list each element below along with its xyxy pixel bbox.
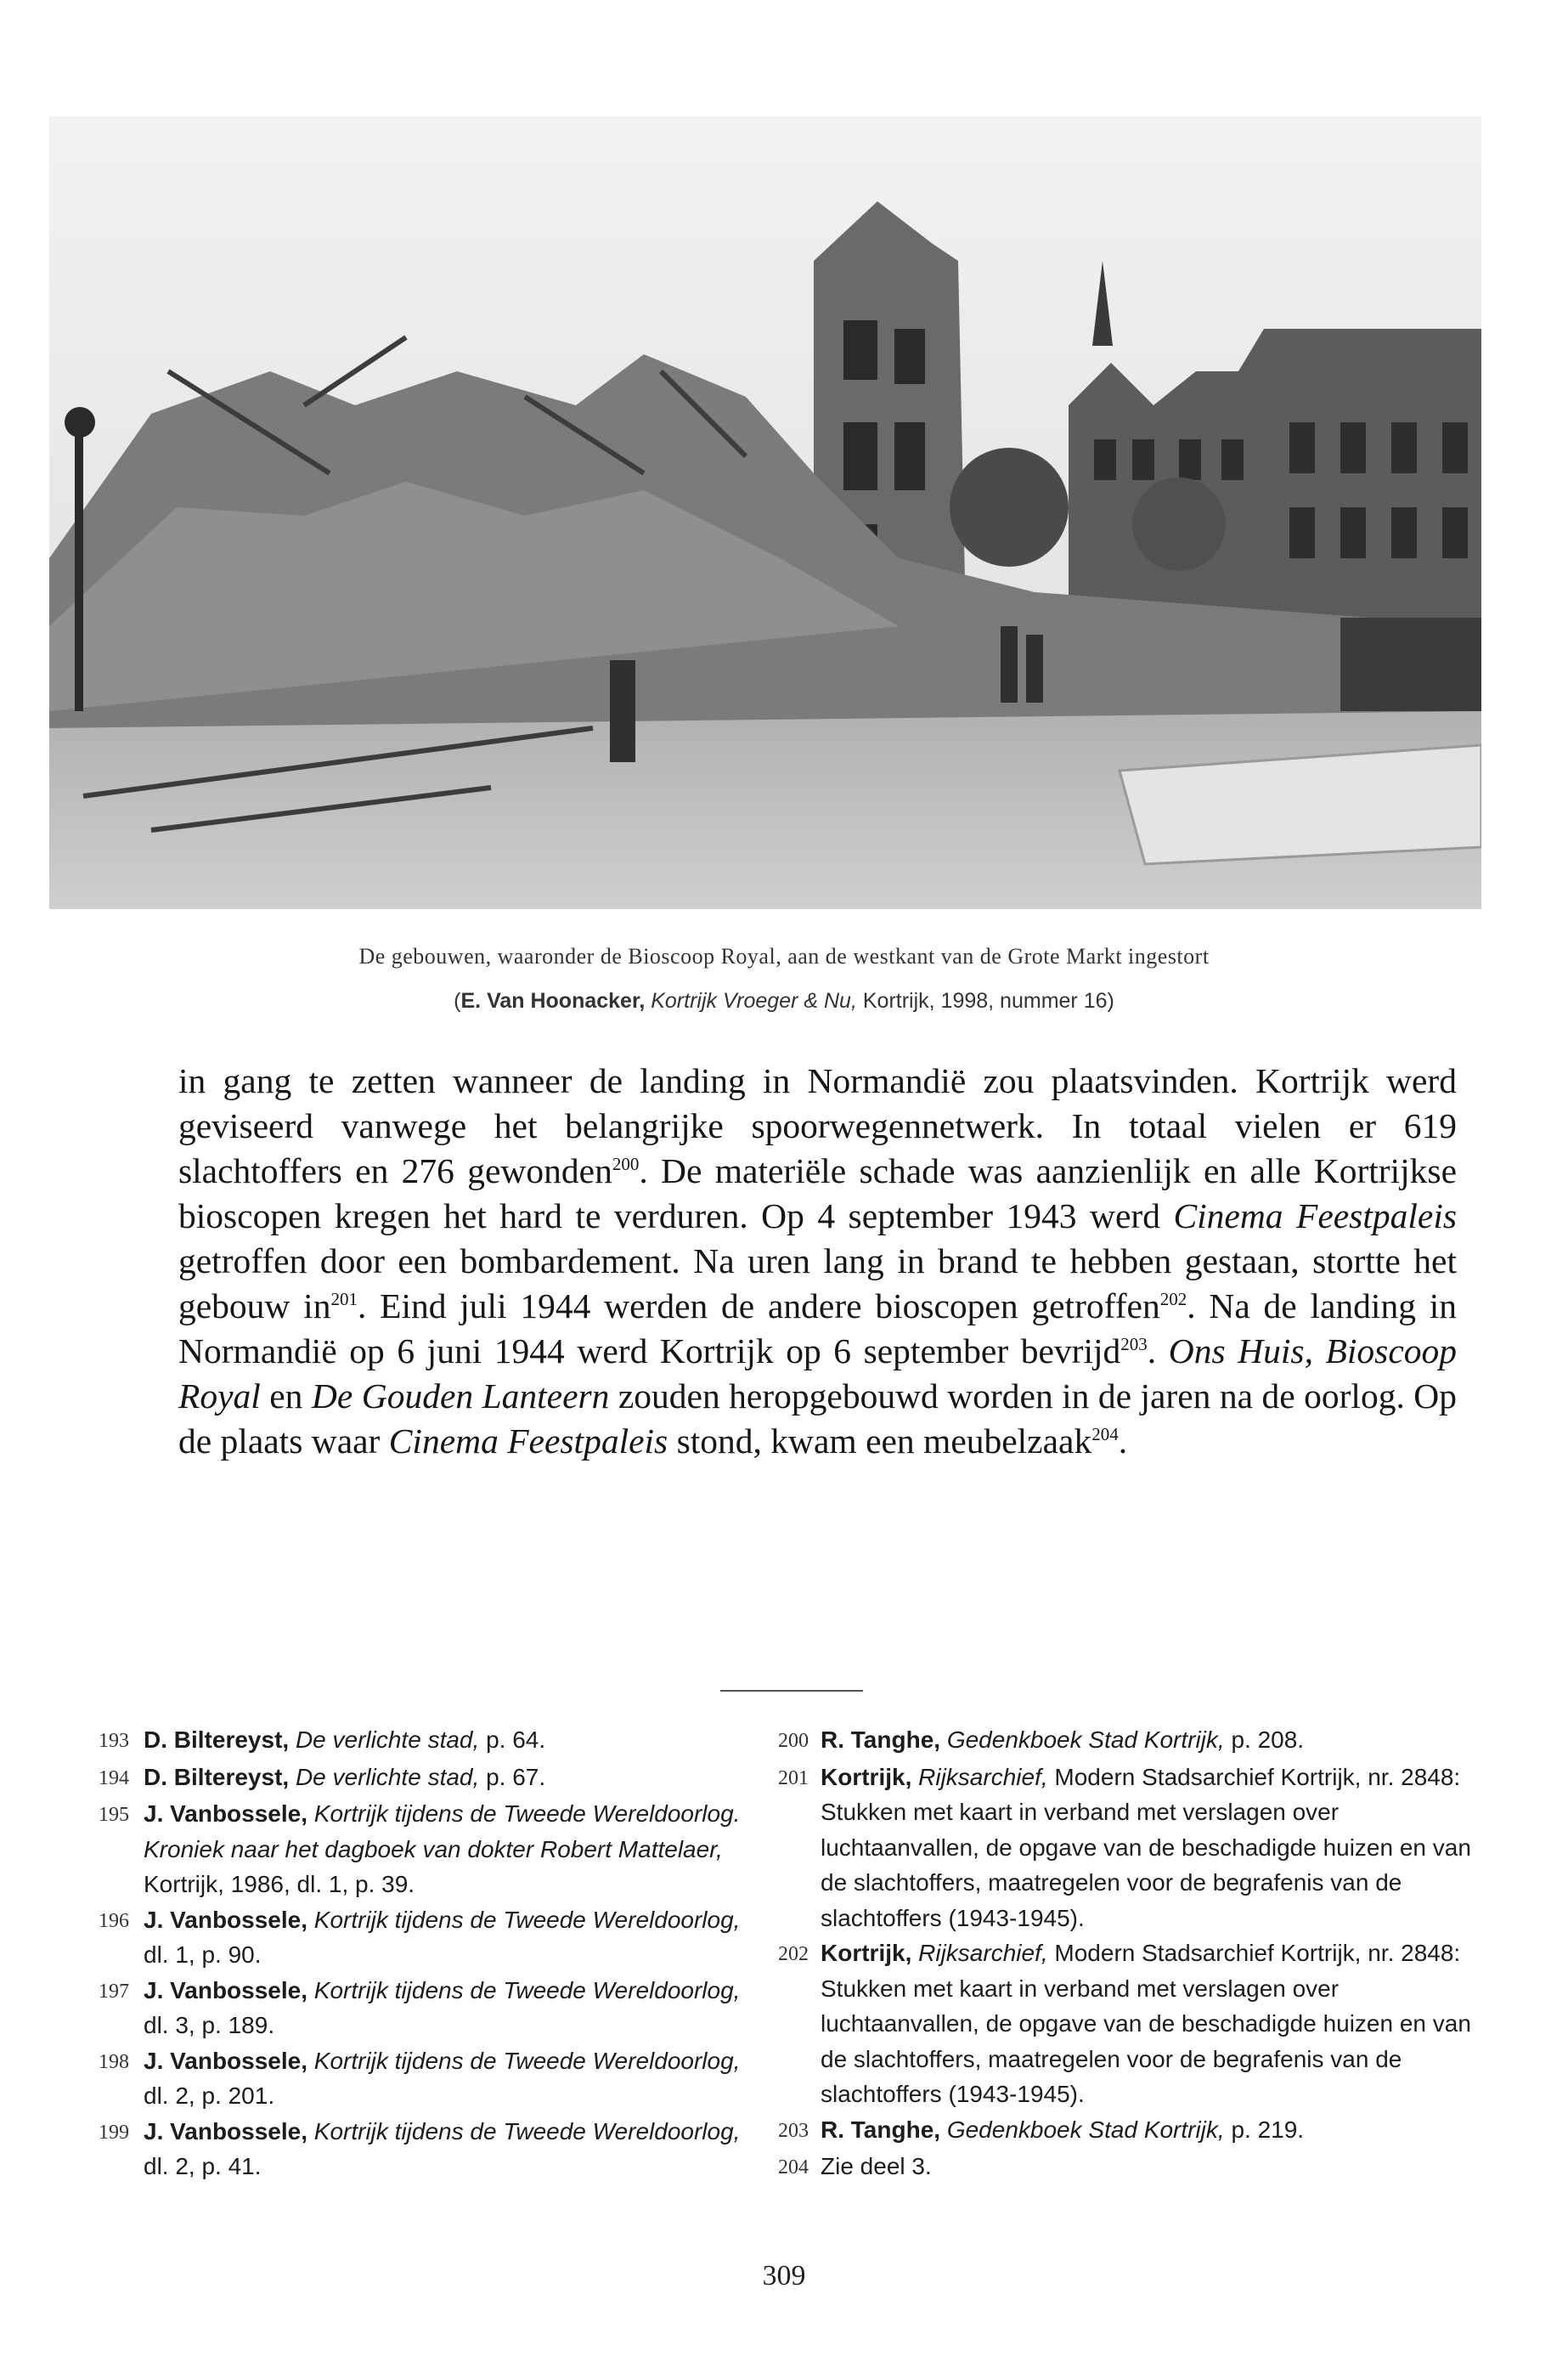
footnote-divider bbox=[720, 1690, 863, 1692]
footnote-ref-201: 201 bbox=[330, 1289, 358, 1310]
credit-title: Kortrijk Vroeger & Nu, bbox=[651, 989, 857, 1013]
photo-caption: De gebouwen, waaronder de Bioscoop Royal, aan de westkant van de Grote Markt ingestort bbox=[358, 944, 1210, 969]
footnote: 203 R. Tanghe, Gedenkboek Stad Kortrijk, p. 219. bbox=[778, 2116, 1305, 2143]
footnote-ref-200: 200 bbox=[612, 1154, 640, 1175]
footnote: 202 Kortrijk, Rijksarchief, Modern Stadsarchief Kortrijk, nr. 2848: Stukken met kaart in verband met verslagen over luchtaanvallen, de opgave van de beschadigde huizen en van de slachtoffers, maatregelen voor de begrafenis van de slachtoffers (1943-1945). bbox=[778, 1940, 1471, 2107]
footnote-ref-203: 203 bbox=[1120, 1334, 1148, 1355]
footnote: 197 J. Vanbossele, Kortrijk tijdens de Tweede Wereldoorlog, dl. 3, p. 189. bbox=[99, 1976, 741, 2038]
footnote: 196 J. Vanbossele, Kortrijk tijdens de Tweede Wereldoorlog, dl. 1, p. 90. bbox=[99, 1906, 741, 1968]
credit-rest: Kortrijk, 1998, nummer 16) bbox=[862, 989, 1114, 1013]
photo-credit: (E. Van Hoonacker, Kortrijk Vroeger & Nu, Kortrijk, 1998, nummer 16) bbox=[454, 989, 1114, 1013]
footnotes-right-column bbox=[778, 1722, 1488, 2186]
credit-author: E. Van Hoonacker, bbox=[460, 989, 646, 1013]
footnote: 201 Kortrijk, Rijksarchief, Modern Stadsarchief Kortrijk, nr. 2848: Stukken met kaart in verband met verslagen over luchtaanvallen, de opgave van de beschadigde huizen en van de slachtoffers, maatregelen voor de begrafenis van de slachtoffers (1943-1945). bbox=[778, 1763, 1471, 1931]
footnote-ref-202: 202 bbox=[1159, 1289, 1187, 1310]
historical-photo bbox=[49, 116, 1481, 909]
page-number: 309 bbox=[762, 2260, 806, 2291]
footnote: 198 J. Vanbossele, Kortrijk tijdens de Tweede Wereldoorlog, dl. 2, p. 201. bbox=[99, 2047, 741, 2109]
footnote: 204 Zie deel 3. bbox=[778, 2153, 932, 2179]
footnote: 195 J. Vanbossele, Kortrijk tijdens de Tweede Wereldoorlog. Kroniek naar het dagboek van dokter Robert Mattelaer, Kortrijk, 1986, dl. 1, p. 39. bbox=[99, 1800, 741, 1897]
photo-illustration bbox=[49, 116, 1481, 909]
footnote: 199 J. Vanbossele, Kortrijk tijdens de Tweede Wereldoorlog, dl. 2, p. 41. bbox=[99, 2117, 741, 2179]
body-paragraph: in gang te zetten wanneer de landing in Normandië zou plaatsvinden. Kortrijk werd geviseerd vanwege het belangrijke spoorwegennetwerk. In totaal vielen er 619 slachtoffers en 276 gewonden$^{200}$. De materiële schade was aanzienlijk en alle Kortrijkse bioscopen kregen het hard te verduren. Op 4 september 1943 werd Cinema Feestpaleis getroffen door een bombardement. Na uren lang in brand te hebben gestaan, stortte het gebouw $in^{201}$. Eind juli 1944 werden de andere bioscopen getroffen$^{202}$. Na de landing in Normandië op 6 juni 1944 werd Kortrijk op 6 september bevrijd$^{203}$. Ons Huis, Bioscoop Royal en De Gouden Lanteern zouden heropgebouwd worden in de jaren na de oorlog. Op de plaats waar Cinema Feestpaleis stond, kwam een meubelzaak$^{204}$. bbox=[178, 1061, 1458, 1461]
footnote: 200 R. Tanghe, Gedenkboek Stad Kortrijk, p. 208. bbox=[778, 1726, 1305, 1753]
footnote: 193 D. Biltereyst, De verlichte stad, p. 64. bbox=[99, 1726, 546, 1753]
footnote: 194 D. Biltereyst, De verlichte stad, p. 67. bbox=[99, 1763, 546, 1790]
footnotes-left-column bbox=[99, 1722, 770, 2184]
footnote-ref-204: 204 bbox=[1091, 1424, 1119, 1445]
